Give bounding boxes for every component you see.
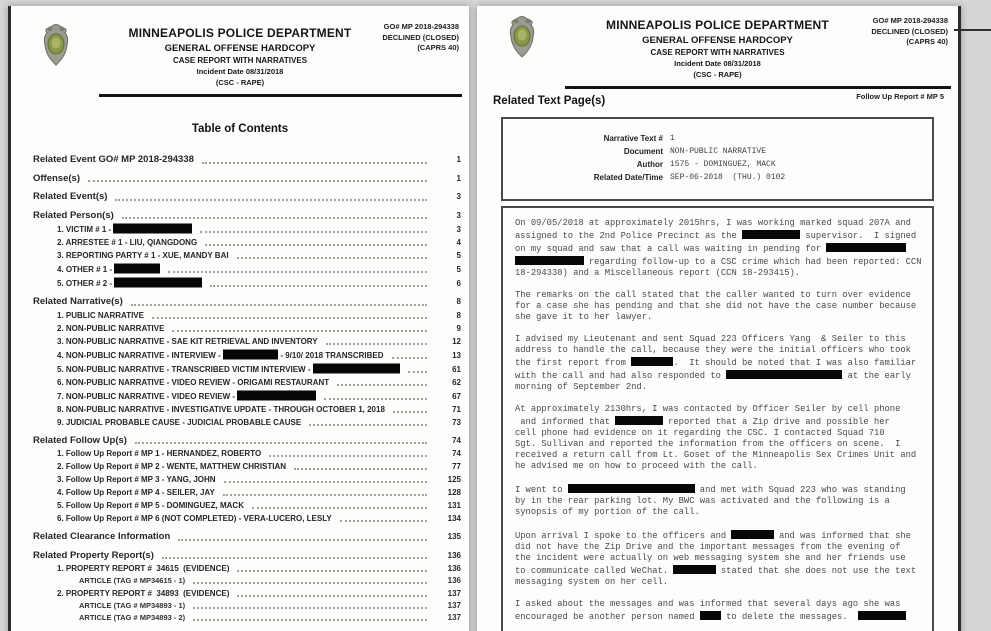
toc-row: [33, 473, 461, 486]
toc-entry-label: Related Clearance Information: [33, 531, 171, 542]
dot-leader: [324, 398, 428, 400]
report-type: GENERAL OFFENSE HARDCOPY: [642, 35, 793, 46]
dot-leader: [200, 231, 427, 233]
toc-entry-label: 2. Follow Up Report # MP 2 - WENTE, MATTHEW CHRISTIAN: [57, 462, 287, 471]
report-header-left: [11, 6, 469, 97]
toc-entry-label: 4. NON-PUBLIC NARRATIVE - INTERVIEW - - 9/10/ 2018 TRANSCRIBED: [57, 350, 384, 360]
dot-leader: [340, 520, 427, 522]
toc-row: [33, 222, 461, 236]
toc-row: [33, 348, 461, 362]
narrative-paragraph: [515, 290, 920, 323]
narrative-paragraph: [515, 529, 920, 588]
incident-date: Incident Date 08/31/2018: [196, 67, 284, 76]
toc-page-number: 131: [447, 501, 461, 510]
toc-page-number: 77: [452, 462, 461, 471]
toc-row: [33, 262, 461, 276]
narrative-line: the incident were actually on web messaging system she and her friends use: [515, 553, 906, 563]
caprs-label: (CAPRS 40): [906, 37, 948, 46]
toc-entry-label: ARTICLE (TAG # MP34615 - 1): [79, 576, 186, 585]
toc-entry-label: 6. Follow Up Report # MP 6 (NOT COMPLETED) - VERA-LUCERO, LESLY: [57, 514, 332, 523]
department-title: MINNEAPOLIS POLICE DEPARTMENT: [128, 26, 352, 40]
toc-entry-label: 3. NON-PUBLIC NARRATIVE - SAE KIT RETRIEVAL AND INVENTORY: [57, 336, 318, 346]
offense-type: (CSC - RAPE): [693, 70, 742, 79]
toc-row: [33, 530, 461, 544]
toc-page-number: 4: [456, 238, 461, 247]
toc-row: [33, 612, 461, 624]
meta-row: [513, 132, 922, 145]
narrative-line: she gave it to her lawyer.: [515, 312, 653, 322]
narrative-line: I advised my Lieutenant and sent Squad 223 Officers Yang & Seiler to this: [515, 334, 906, 344]
toc-page-number: 62: [452, 377, 461, 387]
toc-page-number: 136: [447, 564, 461, 573]
narrative-line: for a case she has pending and that she did not have the case number because: [515, 301, 917, 311]
toc-row: [33, 249, 461, 262]
report-subtype: CASE REPORT WITH NARRATIVES: [172, 56, 308, 65]
dot-leader: [223, 494, 427, 496]
narrative-line: to communicate called WeChat. stated that she does not use the text: [515, 566, 917, 576]
toc-entry-label: 1. PROPERTY REPORT # 34615 (EVIDENCE): [57, 564, 230, 573]
redaction-box: [113, 224, 191, 234]
toc-page-number: 71: [452, 404, 461, 414]
redaction-box: [726, 370, 842, 379]
section-title: Related Text Page(s): [493, 95, 606, 107]
redaction-box: [114, 278, 201, 288]
toc-page-number: 74: [452, 449, 461, 458]
dot-leader: [172, 330, 427, 332]
toc-entry-label: 8. NON-PUBLIC NARRATIVE - INVESTIGATIVE UPDATE - THROUGH OCTOBER 1, 2018: [57, 404, 385, 414]
dot-leader: [168, 271, 427, 273]
toc-entry-label: 7. NON-PUBLIC NARRATIVE - VIDEO REVIEW -: [57, 389, 316, 403]
dot-leader: [202, 162, 427, 164]
narrative-line: with the call and had also responded to at the early: [515, 371, 911, 381]
case-status: DECLINED (CLOSED): [382, 32, 459, 42]
toc-page-number: 137: [447, 613, 461, 622]
toc-row: [33, 153, 461, 167]
narrative-line: Upon arrival I spoke to the officers and and was informed that she: [515, 531, 911, 541]
redaction-box: [568, 484, 695, 493]
redaction-box: [114, 264, 160, 274]
dot-leader: [309, 424, 427, 426]
go-number: GO# MP 2018-294338: [872, 16, 948, 25]
toc-entry-label: Related Narrative(s): [33, 296, 123, 307]
toc-row: [33, 295, 461, 309]
dot-leader: [152, 317, 427, 319]
police-badge-icon: [507, 16, 537, 58]
toc-row: [33, 416, 461, 429]
toc-page-number: 8: [456, 310, 461, 320]
toc-entry-label: 6. NON-PUBLIC NARRATIVE - VIDEO REVIEW - ORIGAMI RESTAURANT: [57, 377, 330, 387]
redaction-box: [631, 357, 673, 366]
redaction-box: [673, 565, 715, 574]
toc-page-number: 12: [452, 336, 461, 346]
dot-leader: [205, 244, 427, 246]
toc-page-number: 3: [456, 225, 461, 234]
toc-row: [33, 499, 461, 512]
toc-row: [33, 403, 461, 416]
toc-entry-label: ARTICLE (TAG # MP34893 - 2): [79, 613, 186, 622]
toc-page-number: 3: [456, 210, 461, 220]
toc-page-number: 74: [452, 435, 461, 445]
dot-leader: [408, 371, 427, 373]
dot-leader: [237, 595, 427, 597]
toc-entry-label: 5. Follow Up Report # MP 5 - DOMINGUEZ, MACK: [57, 501, 244, 510]
toc-row: [33, 362, 461, 376]
narrative-page: [477, 6, 961, 631]
toc-page-number: 137: [447, 589, 461, 598]
toc-row: [33, 434, 461, 448]
narrative-meta-box: [501, 117, 934, 201]
redaction-box: [742, 230, 800, 239]
toc-page-number: 5: [456, 251, 461, 260]
toc-page-number: 67: [452, 391, 461, 401]
narrative-line: At approximately 2130hrs, I was contacted by Officer Seiler by cell phone: [515, 404, 901, 414]
narrative-line: did not have the Zip Drive and the important messages from the evening of: [515, 542, 901, 552]
case-info-block: [871, 16, 948, 48]
offense-type: (CSC - RAPE): [215, 78, 265, 87]
narrative-line: I went to and met with Squad 223 who was standing: [515, 485, 906, 495]
dot-leader: [193, 619, 427, 621]
toc-list: [33, 153, 461, 624]
dot-leader: [210, 285, 427, 287]
toc-row: [33, 209, 461, 223]
toc-page-number: 73: [452, 417, 461, 427]
meta-value: 1575 - DOMINGUEZ, MACK: [670, 160, 776, 169]
toc-row: [33, 335, 461, 348]
dot-leader: [178, 539, 427, 541]
toc-row: [33, 447, 461, 460]
narrative-line: 18-294338) and a Miscellaneous report (CCN 18-293415).: [515, 268, 801, 278]
meta-label: Narrative Text #: [603, 134, 663, 143]
scan-edge-artifact: [954, 29, 991, 31]
meta-row: [513, 158, 922, 171]
narrative-line: synopsis of my portion of the call.: [515, 507, 700, 517]
redaction-box: [313, 363, 400, 373]
toc-page: [8, 6, 469, 631]
narrative-line: I asked about the messages and was informed that several days ago she was: [515, 599, 901, 609]
toc-row: [33, 562, 461, 575]
report-type: GENERAL OFFENSE HARDCOPY: [164, 43, 316, 54]
meta-row: [513, 171, 922, 184]
dot-leader: [131, 304, 427, 306]
narrative-line: morning of September 2nd.: [515, 382, 647, 392]
toc-row: [33, 549, 461, 563]
redaction-box: [223, 349, 278, 359]
meta-value: SEP-06-2018 (THU.) 0102: [670, 173, 786, 182]
toc-page-number: 125: [447, 475, 461, 484]
dot-leader: [392, 357, 428, 359]
police-badge-icon: [41, 24, 71, 66]
followup-report-label: Follow Up Report # MP 5: [856, 92, 944, 101]
toc-entry-label: Related Property Report(s): [33, 549, 154, 561]
report-header-right: [477, 6, 958, 89]
meta-value: 1: [670, 134, 675, 143]
caprs-label: (CAPRS 40): [417, 43, 459, 52]
toc-page-number: 8: [456, 297, 461, 306]
narrative-line: On 09/05/2018 at approximately 2015hrs, I was working marked squad 207A and: [515, 218, 911, 228]
redaction-box: [615, 416, 663, 425]
toc-page-number: 1: [456, 173, 461, 183]
toc-row: [33, 600, 461, 612]
toc-page-number: 13: [452, 350, 461, 360]
redaction-box: [731, 530, 773, 539]
toc-page-number: 5: [456, 265, 461, 274]
go-number: GO# MP 2018-294338: [383, 22, 459, 31]
toc-entry-label: ARTICLE (TAG # MP34893 - 1): [79, 601, 186, 610]
header-divider: [99, 94, 462, 97]
toc-page-number: 61: [452, 364, 461, 374]
toc-entry-label: 3. Follow Up Report # MP 3 - YANG, JOHN: [57, 475, 216, 484]
narrative-line: encouraged be another person named to delete the messages.: [515, 610, 920, 623]
dot-leader: [122, 217, 427, 219]
dot-leader: [269, 455, 427, 457]
redaction-box: [515, 256, 584, 265]
dot-leader: [115, 199, 427, 201]
dot-leader: [294, 468, 427, 470]
toc-page-number: 3: [456, 192, 461, 201]
dot-leader: [88, 180, 427, 182]
toc-row: [33, 322, 461, 335]
toc-page-number: 135: [447, 532, 461, 541]
report-subtype: CASE REPORT WITH NARRATIVES: [650, 48, 785, 57]
narrative-line: received a return call from Lt. Goset of the Minneapolis Sex Crimes Unit and: [515, 450, 917, 460]
toc-row: [33, 276, 461, 290]
narrative-line: he advised me on how to proceed with the call.: [515, 461, 758, 471]
related-text-header: [493, 92, 946, 107]
toc-row: [33, 309, 461, 322]
case-status: DECLINED (CLOSED): [871, 26, 948, 36]
narrative-paragraph: [515, 404, 920, 472]
narrative-line: and informed that reported that a Zip drive and possible her: [515, 417, 890, 427]
toc-entry-label: 1. Follow Up Report # MP 1 - HERNANDEZ, ROBERTO: [57, 449, 262, 458]
dot-leader: [393, 411, 427, 413]
toc-row: [33, 512, 461, 525]
narrative-line: address to handle the call, because they were the initial officers who took: [515, 345, 911, 355]
meta-label: Author: [636, 160, 663, 169]
narrative-line: messaging system on her cell.: [515, 577, 669, 587]
narrative-line: assigned to the 2nd Police Precinct as the supervisor. I signed: [515, 231, 917, 241]
toc-page-number: 137: [447, 601, 461, 610]
narrative-line: the first report from . It should be noted that I was also familiar: [515, 358, 917, 368]
toc-entry-label: 1. VICTIM # 1 -: [57, 222, 192, 236]
narrative-paragraph: [515, 218, 920, 279]
redaction-box: [826, 243, 905, 252]
toc-row: [33, 460, 461, 473]
toc-entry-label: 3. REPORTING PARTY # 1 - XUE, MANDY BAI: [57, 251, 229, 260]
toc-entry-label: Offense(s): [33, 172, 80, 184]
toc-row: [33, 190, 461, 204]
toc-entry-label: 4. OTHER # 1 -: [57, 262, 160, 276]
narrative-line: on my squad and saw that a call was waiting in pending for: [515, 242, 920, 255]
toc-entry-label: 1. PUBLIC NARRATIVE: [57, 310, 144, 320]
meta-label: Document: [623, 147, 663, 156]
toc-entry-label: Related Follow Up(s): [33, 434, 127, 446]
narrative-paragraph: [515, 334, 920, 393]
toc-row: [33, 587, 461, 600]
toc-row: [33, 376, 461, 389]
toc-page-number: 136: [447, 550, 461, 560]
incident-date: Incident Date 08/31/2018: [674, 59, 761, 68]
toc-entry-label: 9. JUDICIAL PROBABLE CAUSE - JUDICIAL PROBABLE CAUSE: [57, 417, 302, 427]
meta-row: [513, 145, 922, 158]
toc-entry-label: 5. OTHER # 2 -: [57, 276, 202, 290]
narrative-line: by in the rear parking lot. My BWC was activated and the following is a: [515, 496, 890, 506]
dot-leader: [237, 570, 427, 572]
dot-leader: [135, 442, 427, 444]
toc-entry-label: 2. PROPERTY REPORT # 34893 (EVIDENCE): [57, 589, 230, 598]
toc-title: Table of Contents: [191, 123, 289, 135]
toc-row: [33, 486, 461, 499]
toc-page-number: 136: [447, 576, 461, 585]
toc-entry-label: Related Event(s): [33, 191, 108, 202]
dot-leader: [237, 257, 427, 259]
narrative-line: cell phone had evidence on it regarding the CSC. I contacted Squad 710: [515, 428, 885, 438]
case-info-block: [382, 22, 459, 54]
header-divider: [565, 86, 951, 89]
toc-page-number: 1: [456, 155, 461, 164]
dot-leader: [193, 607, 427, 609]
toc-entry-label: 2. ARRESTEE # 1 - LIU, QIANGDONG: [57, 238, 198, 247]
toc-row: [33, 575, 461, 587]
narrative-line: The remarks on the call stated that the caller wanted to turn over evidence: [515, 290, 911, 300]
dot-leader: [252, 507, 427, 509]
toc-entry-label: Related Event GO# MP 2018-294338: [33, 154, 194, 165]
narrative-text-box: [501, 206, 934, 631]
dot-leader: [337, 384, 427, 386]
department-title: MINNEAPOLIS POLICE DEPARTMENT: [606, 18, 829, 32]
redaction-box: [237, 390, 315, 400]
narrative-paragraph: [515, 483, 920, 518]
dot-leader: [326, 343, 427, 345]
toc-page-number: 128: [447, 488, 461, 497]
meta-label: Related Date/Time: [593, 173, 663, 182]
toc-row: [33, 172, 461, 186]
toc-page-number: 134: [447, 514, 461, 523]
dot-leader: [162, 557, 427, 559]
dot-leader: [193, 582, 427, 584]
toc-entry-label: 5. NON-PUBLIC NARRATIVE - TRANSCRIBED VICTIM INTERVIEW -: [57, 362, 400, 376]
redaction-box: [858, 611, 906, 620]
dot-leader: [224, 481, 427, 483]
narrative-paragraph: [515, 599, 920, 623]
narrative-line: Sgt. Sullivan and reported the information from the officers on scene. I: [515, 439, 901, 449]
toc-row: [33, 389, 461, 403]
toc-entry-label: Related Person(s): [33, 209, 114, 221]
toc-row: [33, 236, 461, 249]
toc-page-number: 6: [456, 279, 461, 288]
redaction-box: [700, 611, 721, 620]
toc-page-number: 9: [456, 323, 461, 333]
toc-entry-label: 2. NON-PUBLIC NARRATIVE: [57, 323, 165, 333]
toc-entry-label: 4. Follow Up Report # MP 4 - SEILER, JAY: [57, 488, 215, 497]
narrative-line: regarding follow-up to a CSC crime which had been reported: CCN: [515, 255, 920, 268]
meta-value: NON-PUBLIC NARRATIVE: [670, 147, 767, 156]
